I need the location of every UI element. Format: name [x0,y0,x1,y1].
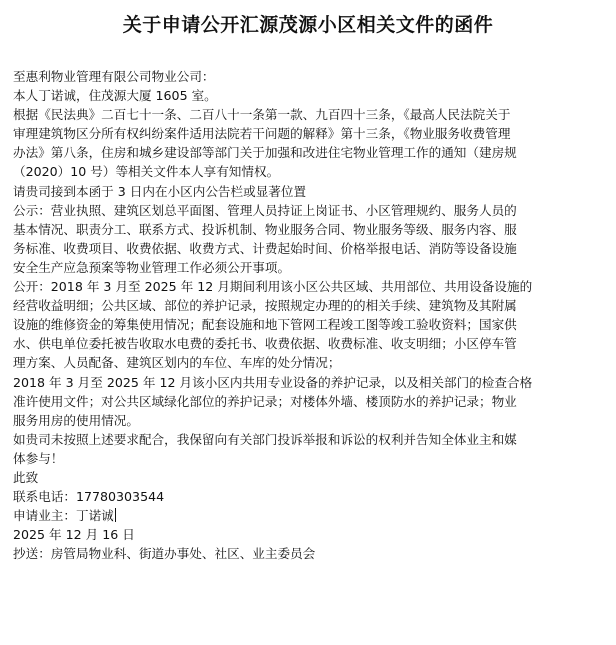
closing-line: 此致 [13,469,39,485]
signature-text: 申请业主：丁诺诚 [13,508,114,524]
disclosure-list-line: 安全生产应急预案等物业管理工作必须公开事项。 [13,259,291,275]
maintenance-records-line: 准许使用文件；对公共区域绿化部位的养护记录；对楼体外墙、楼顶防水的养护记录；物业 [13,393,517,409]
legal-basis-line: 办法》第八条，住房和城乡建设部等部门关于加强和改进住宅物业管理工作的通知（建房规 [13,145,517,161]
legal-basis-line: 审理建筑物区分所有权纠纷案件适用法院若干问题的解释》第十三条，《物业服务收费管理 [13,126,511,142]
request-line: 请贵司接到本函于 3 日内在小区内公告栏或显著位置 [13,183,307,199]
legal-basis-line: （2020）10 号）等相关文件本人享有知情权。 [13,164,280,180]
contact-phone-line: 联系电话：17780303544 [13,489,165,505]
disclosure-period-line: 经营收益明细；公共区域、部位的养护记录，按照规定办理的的相关手续、建筑物及其附属 [13,298,517,314]
maintenance-records-line: 服务用房的使用情况。 [13,412,139,428]
date-line: 2025 年 12 月 16 日 [13,527,135,543]
disclosure-list-line: 基本情况、职责分工、联系方式、投诉机制、物业服务合同、物业服务等级、服务内容、服 [13,221,517,237]
warning-line: 体参与！ [13,450,64,466]
disclosure-period-line: 公开：2018 年 3 月至 2025 年 12 月期间利用该小区公共区域、共用部位、共用设备设施的 [13,279,533,295]
disclosure-period-line: 理方案、人员配备、建筑区划内的车位、车库的处分情况； [13,355,341,371]
document-body [13,67,597,563]
legal-basis-line: 根据《民法典》二百七十一条、二百八十一条第一款、九百四十三条，《最高人民法院关于 [13,107,511,123]
applicant-intro-line: 本人丁诺诚，住茂源大厦 1605 室。 [13,88,217,104]
warning-line: 如贵司未按照上述要求配合，我保留向有关部门投诉举报和诉讼的权利并告知全体业主和媒 [13,431,517,447]
disclosure-period-line: 水、供电单位委托被告收取水电费的委托书、收费依据、收费标准、收支明细；小区停车管 [13,336,517,352]
disclosure-list-line: 务标准、收费项目、收费依据、收费方式、计费起始时间、价格举报电话、消防等设备设施 [13,240,517,256]
document-title: 关于申请公开汇源茂源小区相关文件的函件 [122,14,494,36]
disclosure-period-line: 设施的维修资金的筹集使用情况；配套设施和地下管网工程竣工图等竣工验收资料；国家供 [13,317,517,333]
disclosure-list-line: 公示：营业执照、建筑区划总平面图、管理人员持证上岗证书、小区管理规约、服务人员的 [13,202,517,218]
recipient-line: 至惠利物业管理有限公司物业公司： [13,69,215,84]
signature-line[interactable] [13,506,597,525]
maintenance-records-line: 2018 年 3 月至 2025 年 12 月该小区内共用专业设备的养护记录，以及相关部门的检查合格 [13,374,533,390]
text-cursor [115,508,116,522]
cc-line: 抄送：房管局物业科、街道办事处、社区、业主委员会 [13,546,316,562]
